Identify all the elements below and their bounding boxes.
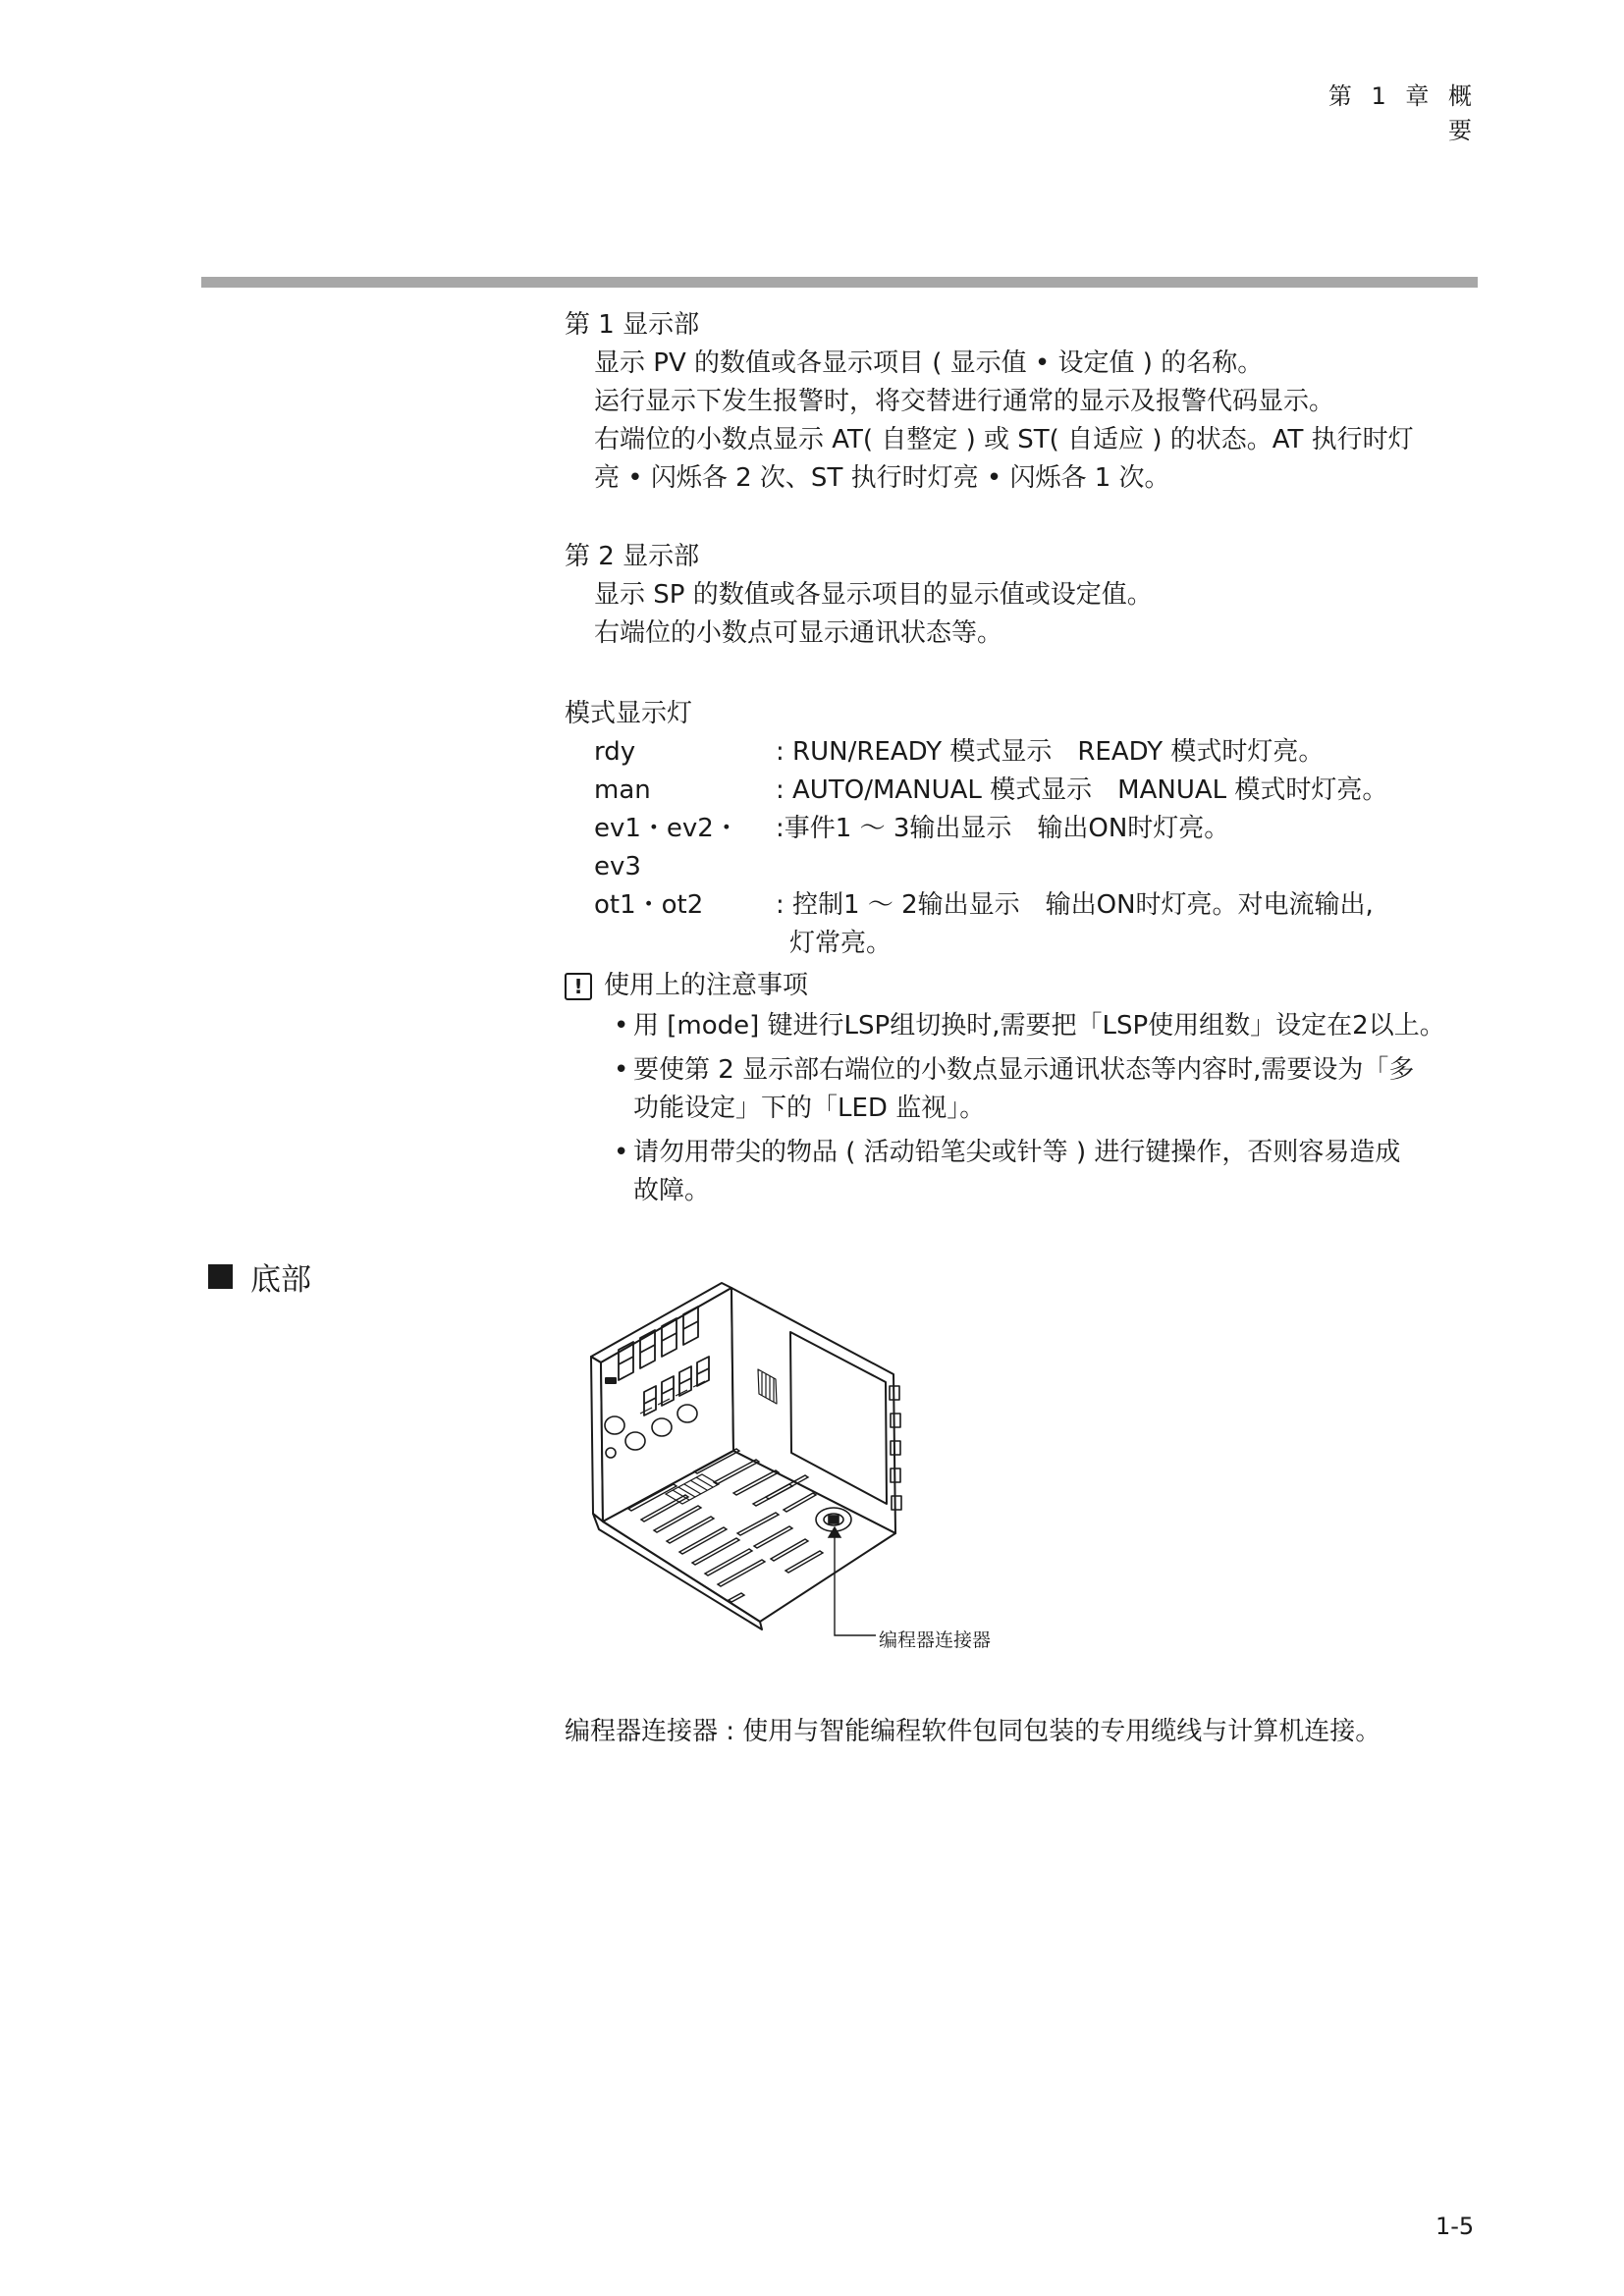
display1-line: 右端位的小数点显示 AT( 自整定 ) 或 ST( 自适应 ) 的状态。AT 执行时灯 — [594, 425, 1414, 454]
display1-line: 显示 PV 的数值或各显示项目 ( 显示值 • 设定值 ) 的名称。 — [594, 348, 1264, 378]
device-bottom-illustration — [579, 1276, 1031, 1659]
mode-lamp-row — [565, 810, 1478, 886]
display2-line: 显示 SP 的数值或各显示项目的显示值或设定值。 — [594, 580, 1153, 610]
display1-block — [565, 306, 1478, 498]
display2-line: 右端位的小数点可显示通讯状态等。 — [594, 618, 1003, 648]
note-line: 故障。 — [633, 1176, 711, 1205]
mode-lamps-title-block — [565, 695, 1478, 733]
mode-lamps-table — [565, 733, 1478, 963]
note-line: 请勿用带尖的物品 ( 活动铅笔尖或针等 ) 进行键操作，否则容易造成 — [633, 1138, 1401, 1167]
chapter-header: 第 1 章 概 要 — [1327, 82, 1507, 144]
bullet-icon: • — [614, 1011, 629, 1041]
notes-title: 使用上的注意事项 — [604, 971, 809, 1000]
bullet-icon: • — [614, 1055, 629, 1085]
note-line: 用 [mode] 键进行LSP组切换时,需要把「LSP使用组数」设定在2以上。 — [633, 1011, 1445, 1041]
display1-title: 第 1 显示部 — [565, 310, 700, 340]
mode-lamp-desc: : 控制1 ～ 2输出显示 输出ON时灯亮。对电流输出, — [776, 890, 1374, 920]
controller-bottom-drawing — [579, 1276, 1031, 1659]
mode-lamp-desc-cont: 灯常亮。 — [789, 929, 893, 958]
connector-callout-label: 编程器连接器 — [879, 1629, 992, 1651]
page-number: 1-5 — [1435, 2213, 1475, 2240]
mode-lamps-title: 模式显示灯 — [565, 699, 693, 728]
section-heading-bottom — [208, 1255, 311, 1299]
caution-icon: ! — [565, 973, 592, 1000]
note-item — [565, 1134, 1478, 1210]
usage-notes — [565, 967, 1478, 1210]
note-item — [565, 1051, 1478, 1128]
mode-lamp-row — [565, 733, 1478, 772]
mode-lamp-key-empty — [565, 925, 776, 963]
mode-lamp-desc: : AUTO/MANUAL 模式显示 MANUAL 模式时灯亮。 — [776, 775, 1388, 805]
section-rule — [201, 277, 1478, 288]
bullet-icon: • — [614, 1138, 629, 1167]
mode-lamp-row — [565, 886, 1478, 925]
display2-block — [565, 538, 1478, 653]
mode-lamp-key: man — [594, 775, 651, 805]
connector-description: 编程器连接器 : 使用与智能编程软件包同包装的专用缆线与计算机连接。 — [565, 1717, 1381, 1746]
section-title: 底部 — [250, 1262, 311, 1298]
note-item — [565, 1007, 1478, 1045]
mode-lamp-key: rdy — [594, 737, 636, 767]
mode-lamp-key: ev1・ev2・ev3 — [594, 814, 739, 881]
display1-line: 亮 • 闪烁各 2 次、ST 执行时灯亮 • 闪烁各 1 次。 — [594, 463, 1170, 493]
note-line: 要使第 2 显示部右端位的小数点显示通讯状态等内容时,需要设为「多 — [633, 1055, 1415, 1085]
notes-title-row — [565, 967, 1478, 1005]
mode-lamp-row — [565, 772, 1478, 810]
display1-line: 运行显示下发生报警时，将交替进行通常的显示及报警代码显示。 — [594, 387, 1335, 416]
mode-lamp-desc: : RUN/READY 模式显示 READY 模式时灯亮。 — [776, 737, 1325, 767]
mode-lamp-desc: :事件1 ～ 3输出显示 输出ON时灯亮。 — [776, 814, 1230, 843]
mode-lamp-row-cont — [565, 925, 1478, 963]
square-marker-icon — [208, 1264, 233, 1289]
note-line: 功能设定」下的「LED 监视」。 — [633, 1094, 986, 1123]
display2-title: 第 2 显示部 — [565, 542, 700, 571]
mode-lamp-key: ot1・ot2 — [594, 890, 704, 920]
